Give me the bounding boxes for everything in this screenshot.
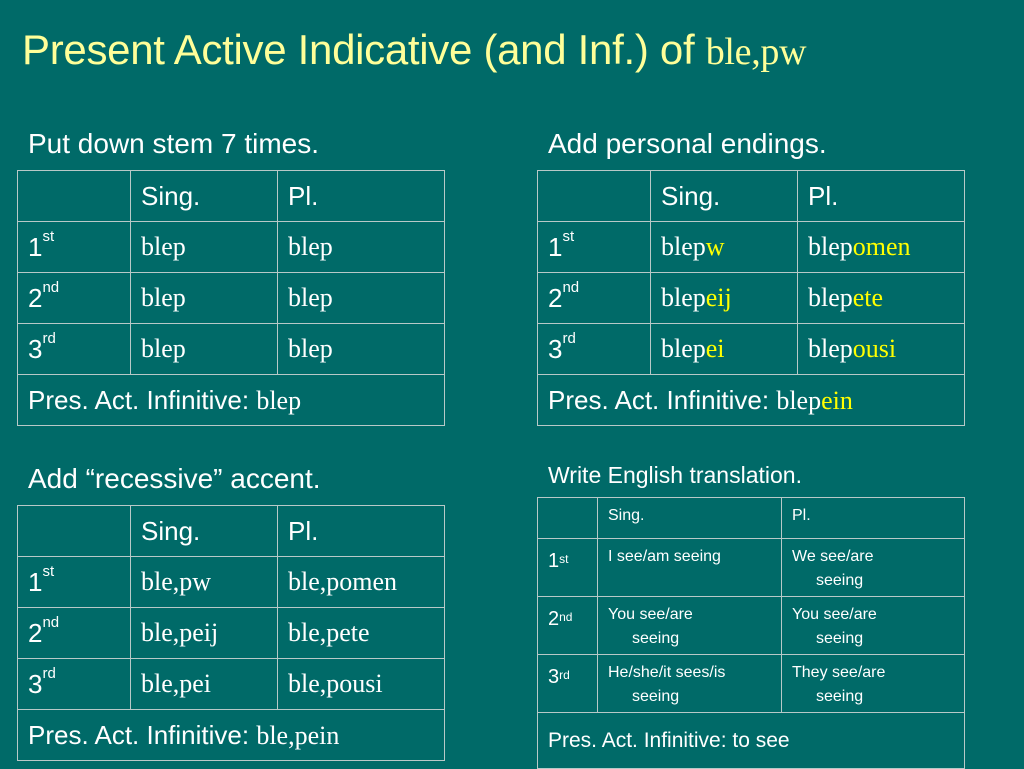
infinitive-row: [538, 713, 965, 769]
sing-cell: ble,peij: [131, 608, 278, 659]
sing-cell: blep: [131, 324, 278, 375]
infinitive-cell: Pres. Act. Infinitive: blep: [18, 375, 445, 426]
accent-table: [17, 505, 445, 761]
header-sing: Sing.: [131, 171, 278, 222]
person-label: 1st: [538, 222, 651, 273]
infinitive-row: [538, 375, 965, 426]
table-row: [538, 324, 965, 375]
table-row: [18, 273, 445, 324]
table-row: [18, 324, 445, 375]
sing-cell: blepw: [651, 222, 798, 273]
header-pl: Pl.: [278, 506, 445, 557]
pl-cell: blepomen: [798, 222, 965, 273]
sing-cell: ble,pw: [131, 557, 278, 608]
table-header-row: [538, 171, 965, 222]
table-header-row: [18, 506, 445, 557]
header-pl: Pl.: [798, 171, 965, 222]
sing-cell: ble,pei: [131, 659, 278, 710]
person-label: 2nd: [538, 597, 598, 655]
sing-cell: blepeij: [651, 273, 798, 324]
sing-cell: I see/am seeing: [598, 539, 782, 597]
pl-cell: You see/are seeing: [782, 597, 965, 655]
slide-title-text: Present Active Indicative (and Inf.) of: [22, 26, 706, 73]
table-row: [538, 222, 965, 273]
infinitive-cell: Pres. Act. Infinitive: to see: [538, 713, 965, 769]
person-label: 3rd: [18, 324, 131, 375]
sing-cell: blep: [131, 222, 278, 273]
header-blank: [538, 171, 651, 222]
table-row: [18, 659, 445, 710]
sing-cell: You see/are seeing: [598, 597, 782, 655]
header-blank: [18, 506, 131, 557]
person-label: 1st: [18, 222, 131, 273]
infinitive-row: [18, 375, 445, 426]
accent-table-caption: Add “recessive” accent.: [28, 463, 321, 494]
translation-table: [537, 497, 965, 769]
person-label: 2nd: [18, 273, 131, 324]
person-label: 1st: [18, 557, 131, 608]
pl-cell: blep: [278, 324, 445, 375]
person-label: 3rd: [538, 324, 651, 375]
sing-cell: blepei: [651, 324, 798, 375]
table-row: [538, 539, 965, 597]
header-blank: [18, 171, 131, 222]
sing-cell: He/she/it sees/is seeing: [598, 655, 782, 713]
table-header-row: [18, 171, 445, 222]
table-row: [538, 273, 965, 324]
infinitive-row: [18, 710, 445, 761]
person-label: 1st: [538, 539, 598, 597]
table-row: [18, 608, 445, 659]
pl-cell: blep: [278, 222, 445, 273]
table-row: [538, 597, 965, 655]
pl-cell: They see/are seeing: [782, 655, 965, 713]
table-header-row: [538, 498, 965, 539]
translation-table-caption: Write English translation.: [548, 462, 802, 488]
person-label: 3rd: [18, 659, 131, 710]
table-row: [18, 557, 445, 608]
pl-cell: blep: [278, 273, 445, 324]
endings-table-caption: Add personal endings.: [548, 128, 827, 159]
pl-cell: ble,pete: [278, 608, 445, 659]
header-sing: Sing.: [598, 498, 782, 539]
stem-table: [17, 170, 445, 426]
sing-cell: blep: [131, 273, 278, 324]
table-row: [538, 655, 965, 713]
person-label: 3rd: [538, 655, 598, 713]
pl-cell: ble,pomen: [278, 557, 445, 608]
header-pl: Pl.: [278, 171, 445, 222]
pl-cell: We see/are seeing: [782, 539, 965, 597]
stem-table-caption: Put down stem 7 times.: [28, 128, 320, 159]
header-sing: Sing.: [651, 171, 798, 222]
table-row: [18, 222, 445, 273]
pl-cell: blepete: [798, 273, 965, 324]
infinitive-cell: Pres. Act. Infinitive: ble,pein: [18, 710, 445, 761]
slide-title-greek: ble,pw: [705, 31, 807, 73]
person-label: 2nd: [18, 608, 131, 659]
pl-cell: ble,pousi: [278, 659, 445, 710]
header-sing: Sing.: [131, 506, 278, 557]
infinitive-cell: Pres. Act. Infinitive: blepein: [538, 375, 965, 426]
pl-cell: blepousi: [798, 324, 965, 375]
person-label: 2nd: [538, 273, 651, 324]
endings-table: [537, 170, 965, 426]
slide-title: [22, 26, 806, 74]
header-blank: [538, 498, 598, 539]
header-pl: Pl.: [782, 498, 965, 539]
